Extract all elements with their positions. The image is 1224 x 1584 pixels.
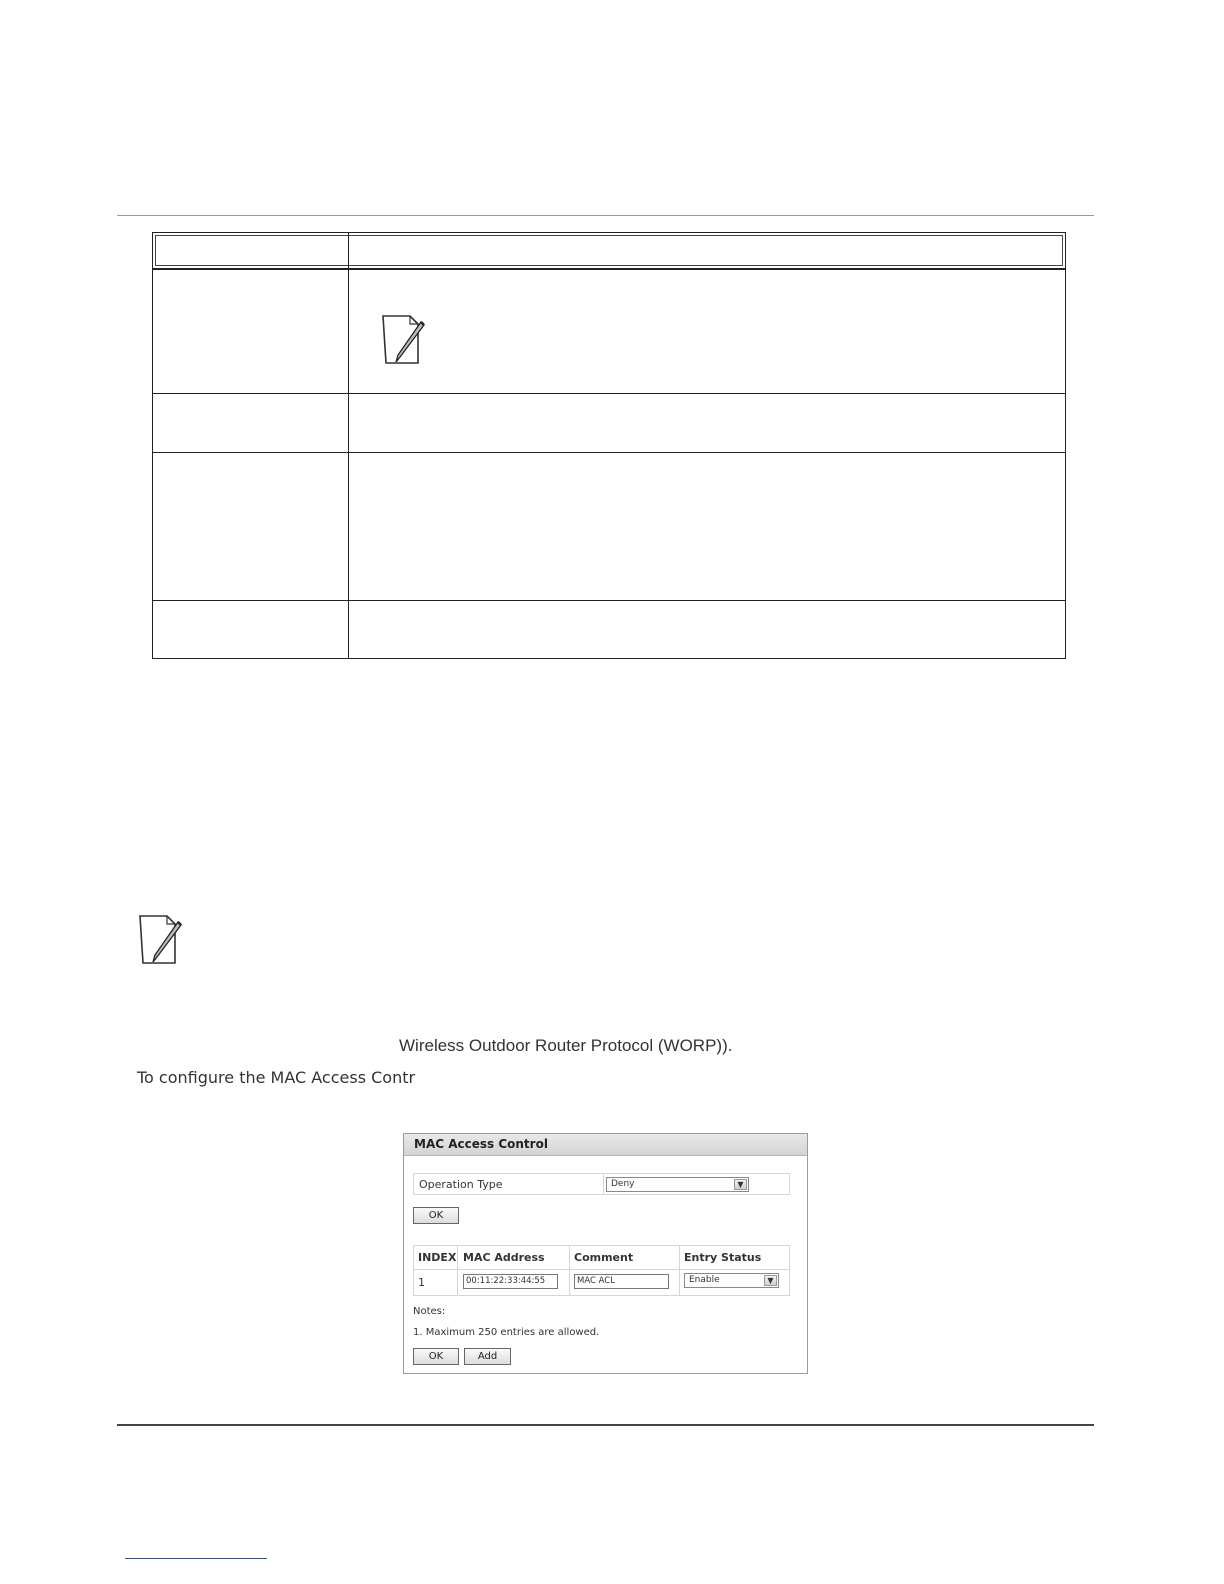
column-header-mac-address: MAC Address <box>463 1251 545 1264</box>
parameter-table <box>152 232 1066 659</box>
table-column-divider <box>348 233 349 658</box>
chevron-down-icon[interactable]: ▼ <box>764 1275 777 1286</box>
header-rule <box>117 215 1094 216</box>
entry-status-value: Enable <box>689 1275 720 1285</box>
column-header-entry-status: Entry Status <box>684 1251 762 1264</box>
column-header-index: INDEX <box>418 1251 457 1264</box>
operation-type-value: Deny <box>611 1179 635 1189</box>
table-header-row <box>153 233 1065 270</box>
footer-link-underline <box>125 1558 267 1559</box>
add-button[interactable]: Add <box>464 1348 511 1365</box>
chevron-down-icon[interactable]: ▼ <box>734 1179 747 1190</box>
operation-type-label: Operation Type <box>419 1178 503 1191</box>
comment-input[interactable]: MAC ACL <box>574 1274 669 1289</box>
partial-body-line: Wireless Outdoor Router Protocol (WORP)). <box>399 1036 733 1055</box>
ok-button-bottom[interactable]: OK <box>413 1348 459 1365</box>
table-row-divider <box>153 452 1065 453</box>
table-row-divider <box>153 393 1065 394</box>
ok-button[interactable]: OK <box>413 1207 459 1224</box>
entry-status-select[interactable] <box>684 1273 779 1288</box>
mac-entries-table <box>413 1245 790 1296</box>
panel-title: MAC Access Control <box>404 1134 807 1156</box>
note-pencil-icon <box>380 313 430 367</box>
column-header-comment: Comment <box>574 1251 634 1264</box>
footer-rule <box>117 1424 1094 1426</box>
notes-label: Notes: <box>413 1306 446 1317</box>
mac-access-control-panel <box>403 1133 808 1374</box>
note-item: 1. Maximum 250 entries are allowed. <box>413 1327 600 1338</box>
operation-type-row <box>413 1173 790 1195</box>
mac-address-input[interactable]: 00:11:22:33:44:55 <box>463 1274 558 1289</box>
table-row-divider <box>153 600 1065 601</box>
operation-type-select[interactable] <box>606 1177 749 1192</box>
note-pencil-icon <box>137 913 187 967</box>
configure-instruction: To configure the MAC Access Contr <box>137 1068 416 1087</box>
row-index: 1 <box>418 1276 425 1289</box>
